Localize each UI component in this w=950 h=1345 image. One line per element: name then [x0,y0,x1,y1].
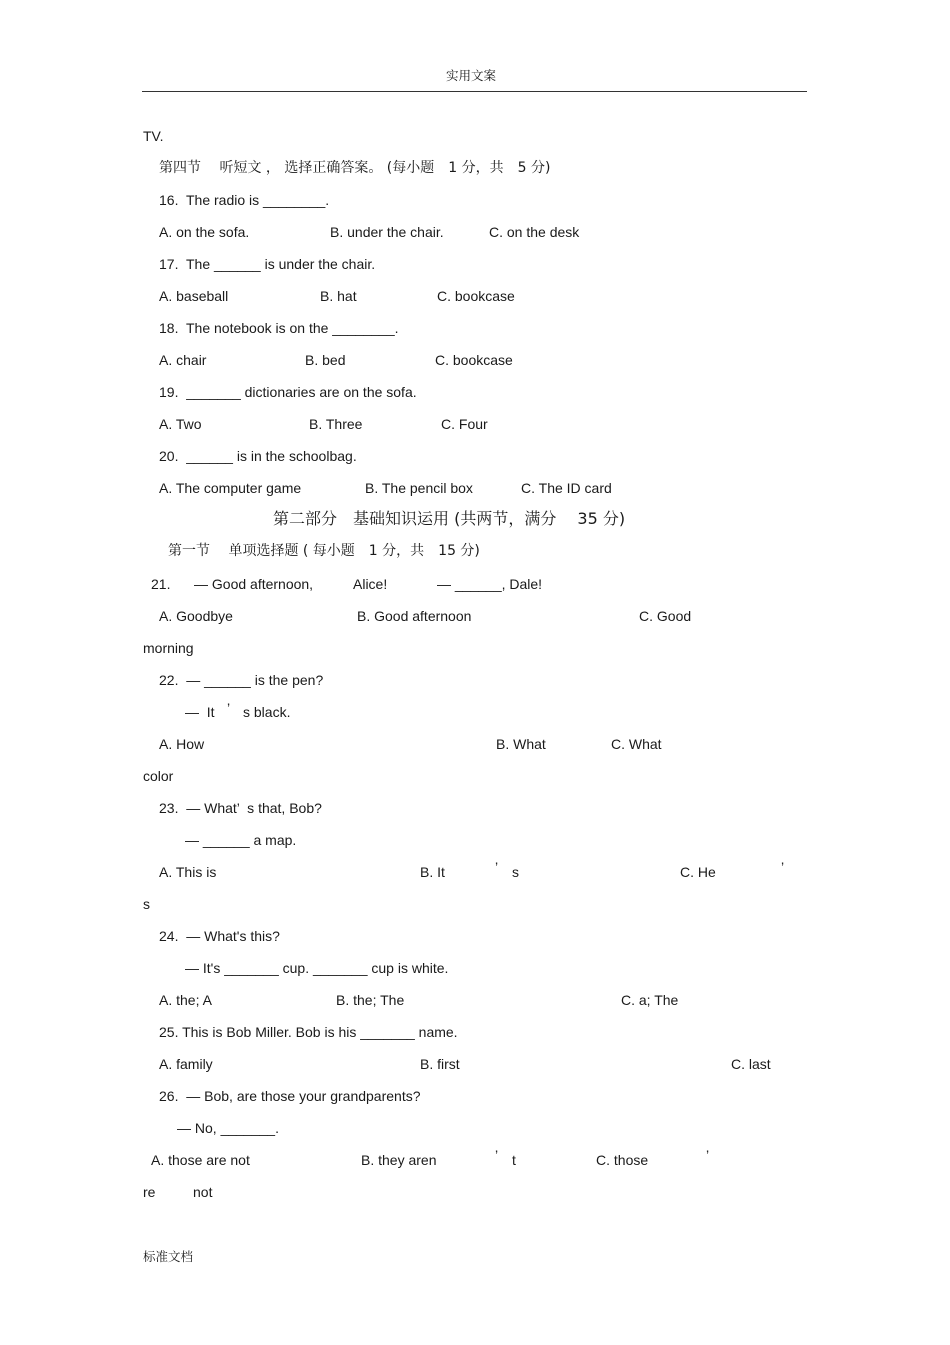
option-b: B. The pencil box [365,480,473,496]
option-a: A. on the sofa. [159,224,250,240]
page-footer-text: 标准文档 [143,1249,194,1264]
question-25: 25. This is Bob Miller. Bob is his _______ name. [159,1024,458,1040]
option-c: C. Four [441,416,488,432]
dialogue-text: — ______, Dale! [437,576,543,592]
apostrophe: ’ [706,1147,710,1163]
question-19: 19. _______ dictionaries are on the sofa. [159,384,417,400]
option-a: A. the; A [159,992,212,1008]
option-c: C. last [731,1056,771,1072]
dialogue-text: s black. [243,704,291,720]
apostrophe: ’ [227,700,231,716]
option-b: B. What [496,736,546,752]
option-a: A. How [159,736,205,752]
question-20: 20. ______ is in the schoolbag. [159,448,357,464]
option-a: A. family [159,1056,213,1072]
dialogue-text: — Good afternoon, [194,576,314,592]
question-22: 22. — ______ is the pen? [159,672,324,688]
option-c: C. bookcase [435,352,513,368]
option-c: C. a; The [621,992,679,1008]
question-26: 26. — Bob, are those your grandparents? [159,1088,421,1104]
dialogue-text: — No, _______. [177,1120,279,1136]
option-b: B. Three [309,416,363,432]
option-a: A. baseball [159,288,229,304]
option-a: A. This is [159,864,217,880]
dialogue-text: — It's _______ cup. _______ cup is white. [185,960,449,976]
text-line: TV. [143,128,164,144]
option-b: B. under the chair. [330,224,444,240]
option-b: B. bed [305,352,346,368]
header-rule [142,91,807,92]
question-18: 18. The notebook is on the ________. [159,320,399,336]
option-b: B. It [420,864,445,880]
part-heading: 第二部分 基础知识运用 (共两节，满分 35 分) [273,509,626,528]
option-a: A. The computer game [159,480,302,496]
question-24: 24. — What's this? [159,928,280,944]
option-b: B. hat [320,288,357,304]
option-b-continued: s [512,864,519,880]
option-c: C. Good [639,608,692,624]
section-heading: 第四节 听短文 ， 选择正确答案。 (每小题 1 分，共 5 分) [159,160,551,176]
option-c: C. What [611,736,662,752]
question-17: 17. The ______ is under the chair. [159,256,376,272]
option-c-continued: not [193,1184,213,1200]
question-number: 21. [151,576,171,592]
dialogue-text: Alice! [353,576,388,592]
page-header-title: 实用文案 [446,68,497,83]
question-16: 16. The radio is ________. [159,192,330,208]
option-c-continued: re [143,1184,156,1200]
option-a: A. Goodbye [159,608,233,624]
option-b: B. the; The [336,992,405,1008]
option-c: C. The ID card [521,480,612,496]
option-a: A. chair [159,352,207,368]
apostrophe: ’ [781,859,785,875]
option-c-continued: color [143,768,174,784]
option-c-continued: morning [143,640,194,656]
option-c-continued: s [143,896,150,912]
option-c: C. on the desk [489,224,580,240]
option-b: B. Good afternoon [357,608,472,624]
apostrophe: ’ [495,859,499,875]
option-a: A. Two [159,416,202,432]
option-c: C. bookcase [437,288,515,304]
option-b: B. they aren [361,1152,437,1168]
option-c: C. those [596,1152,649,1168]
option-b: B. first [420,1056,460,1072]
option-b-continued: t [512,1152,516,1168]
apostrophe: ’ [495,1147,499,1163]
dialogue-text: — ______ a map. [185,832,297,848]
section-heading: 第一节 单项选择题 ( 每小题 1 分，共 15 分) [168,543,480,559]
option-a: A. those are not [151,1152,250,1168]
question-23: 23. — What’ s that, Bob? [159,800,322,816]
option-c: C. He [680,864,716,880]
dialogue-text: — It [185,704,215,720]
